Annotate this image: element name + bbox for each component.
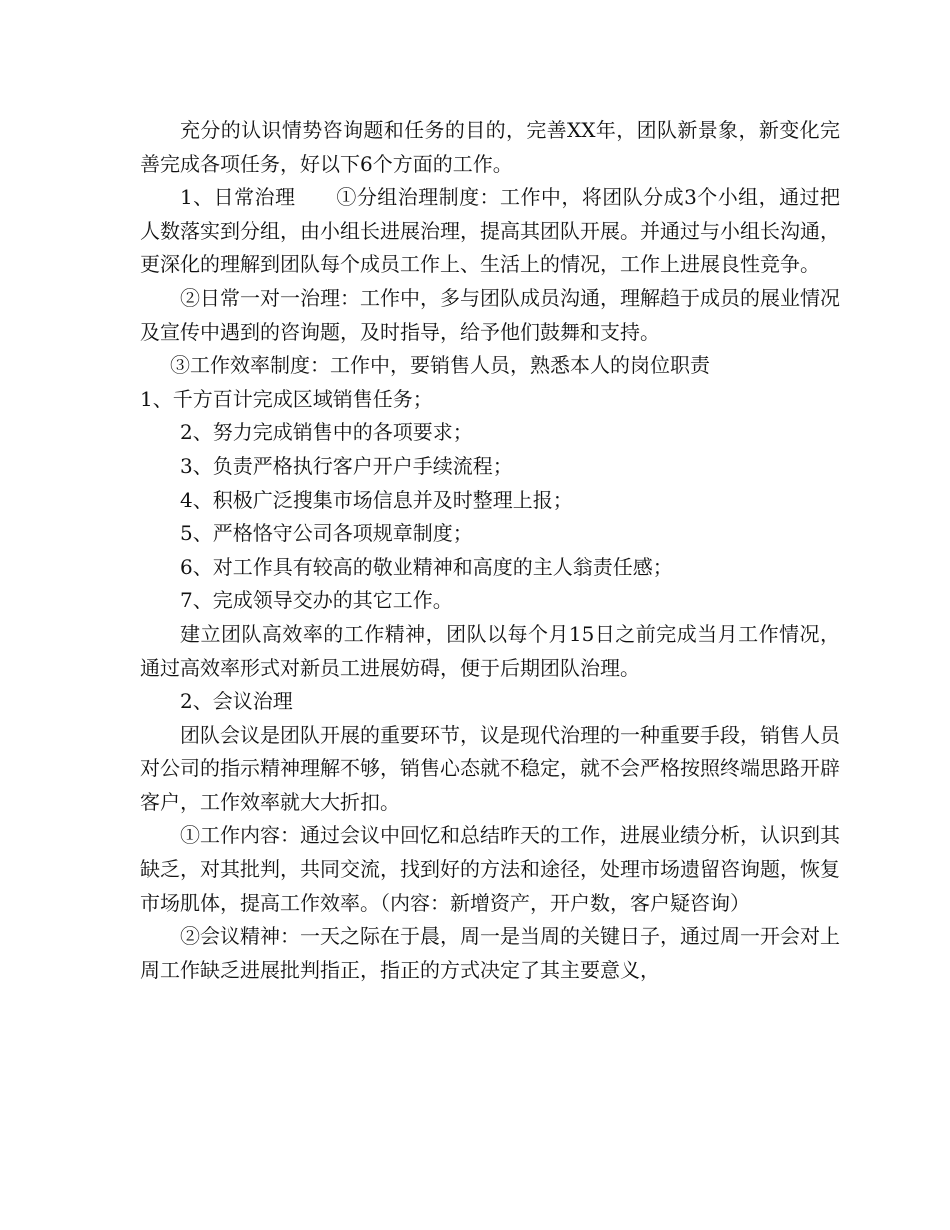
list-item-duty-7: 7、完成领导交办的其它工作。 <box>180 588 453 613</box>
list-item-duty-1: 1、千方百计完成区域销售任务； <box>140 386 433 411</box>
list-item-duty-3: 3、负责严格执行客户开户手续流程； <box>180 453 513 478</box>
section-heading-meeting: 2、会议治理 <box>180 689 293 714</box>
paragraph-one-on-one: ②日常一对一治理：工作中，多与团队成员沟通，理解趋于成员的展业情况及宣传中遇到的咨询题，及时指导，给予他们鼓舞和支持。 <box>140 285 840 344</box>
list-item-duty-4: 4、积极广泛搜集市场信息并及时整理上报； <box>180 487 573 512</box>
paragraph-team-spirit: 建立团队高效率的工作精神，团队以每个月15日之前完成当月工作情况，通过高效率形式对新员工进展妨碍，便于后期团队治理。 <box>140 621 840 680</box>
list-item-duty-2: 2、努力完成销售中的各项要求； <box>180 420 473 445</box>
paragraph-work-content: ①工作内容：通过会议中回忆和总结昨天的工作，进展业绩分析，认识到其缺乏，对其批判，共同交流，找到好的方法和途径，处理市场遗留咨询题，恢复市场肌体，提高工作效率。（内容：新增资产，开户数，客户疑咨询） <box>140 823 840 915</box>
document-body <box>140 114 840 987</box>
paragraph-efficiency-system: ③工作效率制度：工作中，要销售人员，熟悉本人的岗位职责 <box>170 353 710 378</box>
list-item-duty-5: 5、严格恪守公司各项规章制度； <box>180 521 473 546</box>
paragraph-intro: 充分的认识情势咨询题和任务的目的，完善XX年，团队新景象，新变化完善完成各项任务，好以下6个方面的工作。 <box>140 118 840 176</box>
paragraph-daily-management: 1、日常治理 ①分组治理制度：工作中，将团队分成3个小组，通过把人数落实到分组，由小组长进展治理，提高其团队开展。并通过与小组长沟通，更深化的理解到团队每个成员工作上、生活上的情况，工作上进展良性竞争。 <box>140 185 840 277</box>
paragraph-meeting-spirit: ②会议精神：一天之际在于晨，周一是当周的关键日子，通过周一开会对上周工作缺乏进展批判指正，指正的方式决定了其主要意义， <box>140 924 840 982</box>
list-item-duty-6: 6、对工作具有较高的敬业精神和高度的主人翁责任感； <box>180 554 673 579</box>
paragraph-meeting-intro: 团队会议是团队开展的重要环节，议是现代治理的一种重要手段，销售人员对公司的指示精神理解不够，销售心态就不稳定，就不会严格按照终端思路开辟客户，工作效率就大大折扣。 <box>140 722 840 814</box>
